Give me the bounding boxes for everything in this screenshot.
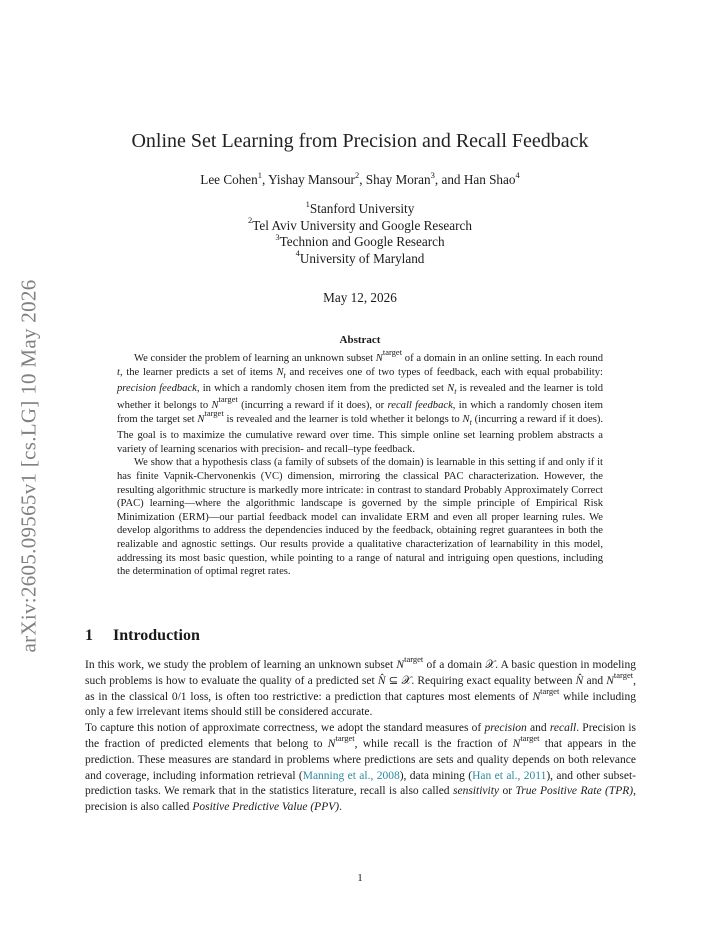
author-list: Lee Cohen$^1$, Yishay Mansour$^2$, Shay Moran$^3$, and Han Shao$^4$ (200, 169, 520, 187)
author: Han Shao$^4$ (463, 169, 520, 187)
abstract-paragraph: We show that a hypothesis class (a family of subsets of the domain) is learnable in this setting if and only if it has finite Vapnik-Chervonenkis (VC) dimension, mirroring the classical PAC characterization. However, the resulting algorithmic structure is markedly more intricate: in contrast to standard Probably Approximately Correct (PAC) learning—where the algorithmic landscape is governed by the simple principle of Empirical Risk Minimization (ERM)—our partial feedback model can invalidate ERM and even all proper learning rules. We develop algorithms to address the dependencies induced by the feedback, obtaining regret guarantees in both the realizable and agnostic settings. Our results provide a qualitative characterization of learnability in this model, addressing its most basic question, while pointing to a range of natural and intriguing open questions, including the determination of optimal regret rates. (117, 457, 603, 578)
affiliation: $^2$Tel Aviv University and Google Research (248, 215, 472, 233)
introduction-body (85, 654, 636, 816)
body-paragraph: In this work, we study the problem of learning an unknown subset $N^{target}$ of a domain 𝒳. A basic question in modeling such problems is how to evaluate the quality of a predicted set N̂ ⊆ 𝒳. Requiring exact equality between N̂ and $N^{target}$, as in the classical 0/1 loss, is often too restrictive: a prediction that captures most elements of $N^{target}$ while including only a few irrelevant items should still be considered accurate. (85, 654, 636, 719)
section-heading: 1 Introduction (85, 627, 200, 644)
abstract-body (117, 347, 604, 579)
paper-title: Online Set Learning from Precision and Recall Feedback (131, 130, 589, 152)
page-number: 1 (357, 872, 363, 884)
citation-link[interactable]: Manning et al., 2008 (302, 769, 400, 782)
affiliation: $^1$Stanford University (305, 198, 415, 216)
abstract-heading: Abstract (339, 334, 381, 346)
arxiv-identifier (9, 258, 49, 674)
author: Yishay Mansour$^2$ (268, 169, 360, 187)
affiliation: $^3$Technion and Google Research (275, 231, 445, 249)
arxiv-id-text: arXiv:2605.09565v1 [cs.LG] 10 May 2026 (16, 279, 41, 653)
abstract-paragraph: We consider the problem of learning an unknown subset $N^{target}$ of a domain in an online setting. In each round t, the learner predicts a set of items $N_t$ and receives one of two types of feedback, each with equal probability: precision feedback, in which a randomly chosen item from the predicted set $N_t$ is revealed and the learner is told whether it belongs to $N^{target}$ (incurring a reward if it does), or recall feedback, in which a randomly chosen item from the target set $N^{target}$ is revealed and the learner is told whether it belongs to $N_t$ (incurring a reward if it does). The goal is to maximize the cumulative reward over time. This simple online set learning problem abstracts a variety of learning scenarios with precision- and recall–type feedback. (117, 347, 604, 455)
citation-link[interactable]: Han et al., 2011 (472, 769, 547, 782)
body-paragraph: To capture this notion of approximate correctness, we adopt the standard measures of precision and recall. Precision is the fraction of predicted elements that belong to $N^{target}$, while recall is the fraction of $N^{target}$ that appears in the prediction. These measures are standard in problems where predictions are sets and quality depends on both relevance and coverage, including information retrieval (Manning et al., 2008), data mining (Han et al., 2011), and other subset-prediction tasks. We remark that in the statistics literature, recall is also called sensitivity or True Positive Rate (TPR), precision is also called Positive Predictive Value (PPV). (85, 722, 636, 814)
affiliation-list (0, 198, 720, 267)
author: Lee Cohen$^1$ (200, 169, 263, 187)
paper-date: May 12, 2026 (323, 290, 397, 305)
affiliation: $^4$University of Maryland (295, 248, 425, 266)
author: Shay Moran$^3$ (365, 169, 435, 187)
